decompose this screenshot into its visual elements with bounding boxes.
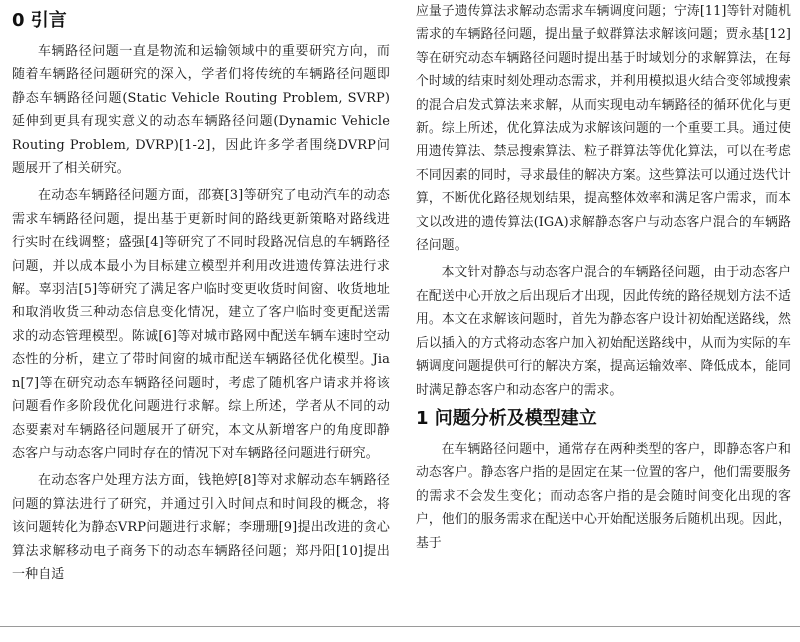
intro-paragraph-2: 在动态车辆路径问题方面，邵赛[3]等研究了电动汽车的动态需求车辆路径问题，提出基于更新时间的路线更新策略对路线进行实时在线调整；盛强[4]等研究了不同时段路况信息的车辆路径问题，并以成本最小为目标建立模型并利用改进遗传算法进行求解。辜羽洁[5]等研究了满足客户临时变更收货时间窗、收货地址和取消收货三种动态信息变化情况，建立了客户临时变更配送需求的动态管理模型。陈诚[6]等对城市路网中配送车辆车速时空动态性的分析，建立了带时间窗的城市配送车辆路径优化模型。Jian[7]等在研究动态车辆路径问题时，考虑了随机客户请求并将该问题看作多阶段优化问题进行求解。综上所述，学者从不同的动态要素对车辆路径问题展开了研究，本文从新增客户的角度即静态客户与动态客户同时存在的情况下对车辆路径问题进行研究。 bbox=[12, 188, 390, 461]
intro-paragraph-4: 本文针对静态与动态客户混合的车辆路径问题，由于动态客户在配送中心开放之后出现后才出现，因此传统的路径规划方法不适用。本文在求解该问题时，首先为静态客户设计初始配送路线，然后以插入的方式将动态客户加入初始配送路线中，从而为实际的车辆调度问题提供可行的解决方案，提高运输效率、降低成本，能同时满足静态客户和动态客户的需求。 bbox=[416, 265, 791, 398]
section-heading-problem-analysis: 1 问题分析及模型建立 bbox=[416, 407, 597, 429]
intro-paragraph-3-continued: 应量子遗传算法求解动态需求车辆调度问题；宁涛[11]等针对随机需求的车辆路径问题，提出量子蚁群算法求解该问题；贾永基[12]等在研究动态车辆路径问题时提出基于时域划分的求解算法，在每个时域的结束时刻处理动态需求，并利用模拟退火结合变邻域搜索的混合启发式算法来求解，从而实现电动车辆路径的循环优化与更新。综上所述，优化算法成为求解该问题的一个重要工具。通过使用遗传算法、禁忌搜索算法、粒子群算法等优化算法，可以在考虑不同因素的同时，寻求最佳的解决方案。这些算法可以通过迭代计算，不断优化路径规划结果，提高整体效率和满足客户需求，而本文以改进的遗传算法(IGA)求解静态客户与动态客户混合的车辆路径问题。 bbox=[416, 4, 791, 254]
section-heading-introduction: 0 引言 bbox=[12, 10, 67, 31]
section1-paragraph-1: 在车辆路径问题中，通常存在两种类型的客户，即静态客户和动态客户。静态客户指的是固定在某一位置的客户，他们需要服务的需求不会发生变化；而动态客户指的是会随时间变化出现的客户，他们的服务需求在配送中心开始配送服务后随机出现。因此，基于 bbox=[416, 441, 791, 551]
intro-paragraph-1: 车辆路径问题一直是物流和运输领域中的重要研究方向，而随着车辆路径问题研究的深入，学者们将传统的车辆路径问题即静态车辆路径问题(Static Vehicle Routing Problem, SVRP)延伸到更具有现实意义的动态车辆路径问题(Dynamic Vehicle Routing Problem, DVRP)[1-2]，因此许多学者围绕DVRP问题展开了相关研究。 bbox=[12, 44, 390, 177]
bottom-divider bbox=[0, 626, 800, 627]
left-column bbox=[12, 0, 390, 590]
right-column bbox=[416, 0, 791, 559]
intro-paragraph-3: 在动态客户处理方法方面，钱艳婷[8]等对求解动态车辆路径问题的算法进行了研究，并通过引入时间点和时间段的概念，将该问题转化为静态VRP问题进行求解；李珊珊[9]提出改进的贪心算法求解移动电子商务下的动态车辆路径问题；郑丹阳[10]提出一种自适 bbox=[12, 473, 390, 582]
